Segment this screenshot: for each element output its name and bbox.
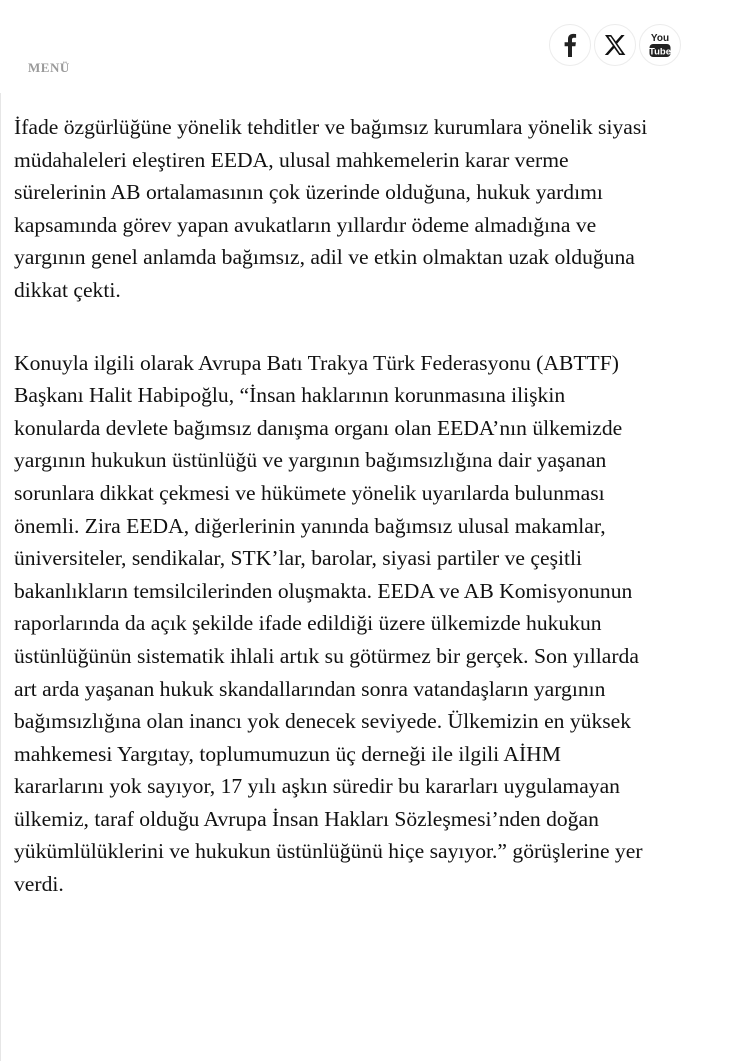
paragraph-line: kararlarını yok sayıyor, 17 yılı aşkın süredir bu kararları uygulamayan: [14, 774, 620, 799]
menu-button[interactable]: MENÜ: [28, 60, 70, 75]
facebook-icon: [563, 33, 577, 57]
article-paragraph: [14, 347, 744, 901]
paragraph-line: dikkat çekti.: [14, 277, 121, 302]
paragraph-line: Konuyla ilgili olarak Avrupa Batı Trakya Türk Federasyonu (ABTTF): [14, 350, 619, 375]
paragraph-line: art arda yaşanan hukuk skandallarından sonra vatandaşların yargının: [14, 676, 606, 701]
paragraph-line: sorunlara dikkat çekmesi ve hükümete yönelik uyarılarda bulunması: [14, 480, 605, 505]
paragraph-line: konularda devlete bağımsız danışma organı olan EEDA’nın ülkemizde: [14, 415, 623, 440]
x-icon: [603, 33, 627, 57]
youtube-icon: [648, 31, 672, 59]
paragraph-line: müdahaleleri eleştiren EEDA, ulusal mahkemelerin karar verme: [14, 147, 569, 172]
paragraph-line: verdi.: [14, 872, 64, 897]
article-body: [14, 111, 744, 901]
social-links: [549, 24, 681, 66]
paragraph-line: İfade özgürlüğüne yönelik tehditler ve bağımsız kurumlara yönelik siyasi: [14, 115, 648, 139]
youtube-link[interactable]: [639, 24, 681, 66]
paragraph-line: üstünlüğünün sistematik ihlali artık su götürmez bir gerçek. Son yıllarda: [14, 643, 639, 668]
paragraph-line: sürelerinin AB ortalamasının çok üzerinde olduğuna, hukuk yardımı: [14, 180, 603, 205]
paragraph-line: üniversiteler, sendikalar, STK’lar, barolar, siyasi partiler ve çeşitli: [14, 546, 582, 571]
paragraph-line: ülkemiz, taraf olduğu Avrupa İnsan Hakları Sözleşmesi’nden doğan: [14, 806, 599, 831]
youtube-icon-top-text: You: [650, 33, 670, 44]
paragraph-line: yükümlülüklerini ve hukukun üstünlüğünü hiçe sayıyor.” görüşlerine yer: [14, 839, 643, 864]
x-link[interactable]: [594, 24, 636, 66]
article-paragraph: [14, 111, 744, 307]
youtube-icon-bottom-text: Tube: [649, 46, 671, 58]
paragraph-line: mahkemesi Yargıtay, toplumumuzun üç derneği ile ilgili AİHM: [14, 741, 561, 766]
paragraph-line: Başkanı Halit Habipoğlu, “İnsan haklarının korunmasına ilişkin: [14, 383, 566, 408]
facebook-link[interactable]: [549, 24, 591, 66]
paragraph-line: bakanlıkların temsilcilerinden oluşmakta. EEDA ve AB Komisyonunun: [14, 578, 633, 603]
article-container: [0, 93, 750, 1061]
paragraph-line: yargının hukukun üstünlüğü ve yargının bağımsızlığına dair yaşanan: [14, 448, 607, 473]
paragraph-line: raporlarında da açık şekilde ifade edildiği üzere ülkemizde hukukun: [14, 611, 602, 636]
paragraph-line: önemli. Zira EEDA, diğerlerinin yanında bağımsız ulusal makamlar,: [14, 513, 606, 538]
paragraph-line: yargının genel anlamda bağımsız, adil ve etkin olmaktan uzak olduğuna: [14, 245, 635, 270]
paragraph-line: bağımsızlığına olan inancı yok denecek seviyede. Ülkemizin en yüksek: [14, 709, 632, 734]
site-header: [0, 0, 750, 92]
paragraph-line: kapsamında görev yapan avukatların yıllardır ödeme almadığına ve: [14, 212, 597, 237]
